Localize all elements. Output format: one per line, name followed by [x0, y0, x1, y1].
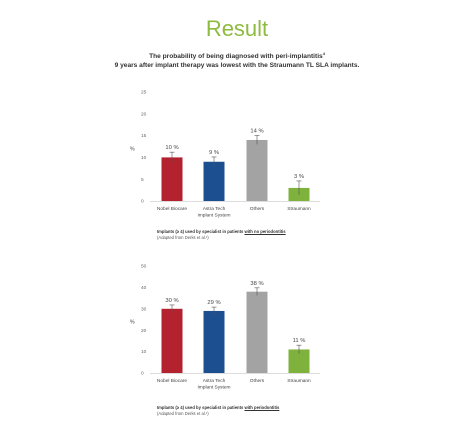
- c1-bar-1: [204, 311, 225, 373]
- c1-y-tick-3: 30: [141, 307, 147, 313]
- c0-category-label-3: Straumann: [287, 207, 311, 212]
- c1-data-label-2: 38 %: [250, 280, 264, 287]
- c0-data-label-1: 9 %: [209, 149, 219, 156]
- c0-category-label-1-0: Astra Tech: [202, 207, 226, 212]
- c0-bar-1: [204, 162, 225, 201]
- c1-bar-0: [162, 309, 183, 373]
- caption-no-periodontitis-underlined: with no periodontitis: [244, 229, 286, 234]
- caption-periodontitis-text: Implants (≥ 4) used by specialist in patients: [157, 405, 245, 410]
- c0-y-tick-3: 15: [141, 134, 147, 140]
- caption-no-periodontitis-main: [157, 229, 286, 234]
- subtitle-footnote-ref: 4: [322, 51, 325, 56]
- c1-bar-2: [247, 292, 268, 373]
- c1-y-tick-1: 10: [141, 350, 147, 356]
- c0-y-tick-0: 0: [141, 199, 144, 205]
- c1-category-label-3: Straumann: [287, 379, 311, 384]
- c0-category-label-1-1: Implant System: [197, 213, 231, 219]
- c1-y-axis-label: %: [130, 319, 135, 326]
- c0-y-axis-label: %: [130, 146, 135, 153]
- subtitle-line-1-text: The probability of being diagnosed with peri-implantitis: [149, 53, 323, 61]
- c0-group: [130, 90, 320, 219]
- c1-data-label-0: 30 %: [165, 297, 179, 304]
- c0-category-label-2: Others: [249, 207, 265, 212]
- c0-bar-0: [162, 157, 183, 201]
- c0-y-tick-4: 20: [141, 112, 147, 118]
- caption-periodontitis-note: (Adapted from Derks et al.¹): [157, 411, 209, 416]
- page-title: Result: [205, 16, 269, 41]
- c0-y-tick-2: 10: [141, 156, 147, 161]
- c1-category-label-2: Others: [249, 379, 265, 384]
- c1-y-tick-0: 0: [141, 371, 144, 377]
- c0-bar-2: [247, 140, 268, 201]
- caption-periodontitis-main: [157, 405, 279, 410]
- c0-y-tick-5: 25: [141, 90, 147, 96]
- caption-no-periodontitis: [157, 229, 286, 240]
- c1-y-tick-5: 50: [141, 264, 147, 270]
- c1-category-label-0: Nobel Biocare: [156, 379, 188, 384]
- subtitle-line-2: 9 years after implant therapy was lowest with the Straumann TL SLA implants.: [114, 62, 360, 69]
- c1-y-tick-4: 40: [141, 286, 147, 291]
- caption-periodontitis-underlined: with periodontitis: [244, 405, 280, 410]
- c0-y-tick-1: 5: [141, 177, 144, 183]
- c0-data-label-0: 10 %: [165, 145, 179, 152]
- c1-data-label-3: 11 %: [292, 338, 306, 345]
- c0-category-label-0: Nobel Biocare: [156, 207, 188, 212]
- caption-no-periodontitis-text: Implants (≥ 4) used by specialist in patients: [157, 229, 245, 234]
- caption-no-periodontitis-note: (Adapted from Derks et al.¹): [157, 235, 209, 240]
- c1-category-label-1-1: Implant System: [197, 385, 231, 391]
- caption-periodontitis: [157, 405, 279, 416]
- c0-data-label-3: 3 %: [294, 173, 304, 180]
- c0-data-label-2: 14 %: [250, 128, 264, 135]
- c1-category-label-1-0: Astra Tech: [202, 379, 226, 384]
- c1-group: [130, 264, 320, 391]
- c1-data-label-1: 29 %: [207, 300, 221, 307]
- c1-y-tick-2: 20: [141, 328, 147, 334]
